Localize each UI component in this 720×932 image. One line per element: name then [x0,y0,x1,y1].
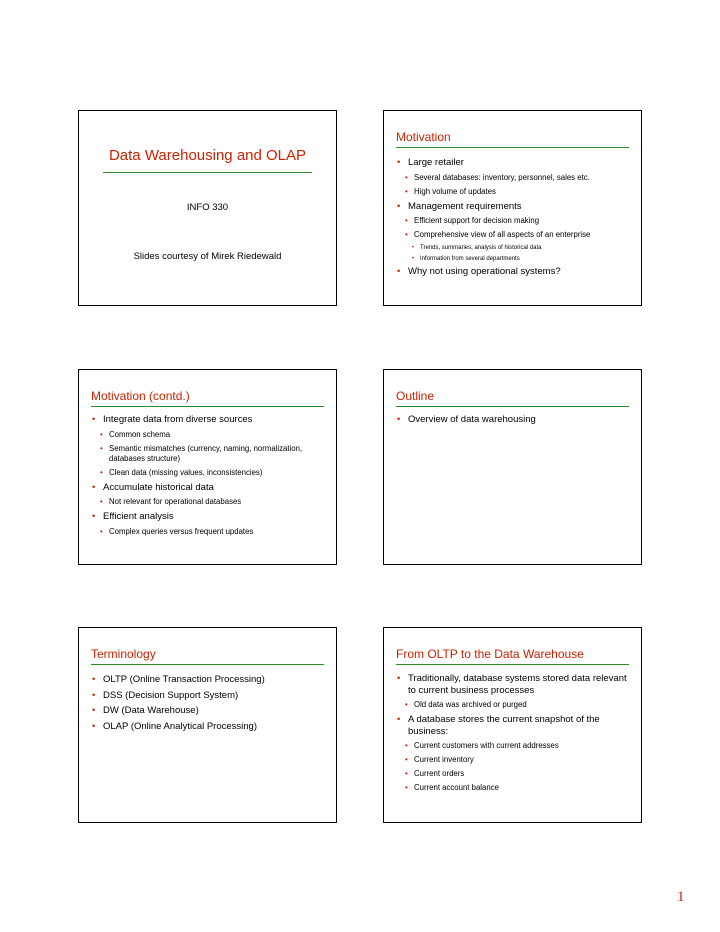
bullet-list [394,157,633,282]
bullet-item [394,783,633,793]
bullet-item [394,714,633,737]
bullet-item [394,201,633,213]
bullet-dot-icon: • [92,481,96,493]
bullet-text: Large retailer [408,157,464,168]
bullet-text: Semantic mismatches (currency, naming, normalization, databases structure) [109,443,303,463]
slide-title: Outline [396,388,629,407]
bullet-list [89,674,328,736]
bullet-item [394,755,633,765]
bullet-text: Current customers with current addresses [414,741,559,750]
bullet-dot-icon: • [100,467,103,477]
bullet-item [394,673,633,696]
bullet-text: Current account balance [414,783,499,792]
bullet-text: High volume of updates [414,186,496,196]
bullet-item [394,187,633,197]
bullet-item [89,430,328,440]
bullet-dot-icon: • [405,755,408,764]
slide-2 [383,110,642,306]
bullet-dot-icon: • [92,414,96,425]
bullet-item [394,769,633,779]
bullet-text: A database stores the current snapshot of the business: [408,714,600,737]
bullet-dot-icon: • [405,216,408,225]
bullet-text: Several databases: inventory, personnel, sales etc. [414,172,590,182]
bullet-text: Accumulate historical data [103,481,214,493]
bullet-text: Efficient support for decision making [414,216,540,225]
bullet-text: Information from several departments [420,256,520,262]
bullet-text: Traditionally, database systems stored data relevant to current business processes [408,673,627,696]
bullet-text: Overview of data warehousing [408,414,536,425]
bullet-item [89,690,328,702]
bullet-text: Why not using operational systems? [408,266,561,277]
bullet-dot-icon: • [397,157,401,168]
bullet-text: Complex queries versus frequent updates [109,526,254,536]
bullet-item [89,497,328,507]
bullet-item [89,444,328,464]
bullet-text: Common schema [109,429,171,439]
bullet-dot-icon: • [100,443,103,453]
bullet-dot-icon: • [405,783,408,792]
slide-1-title [78,110,337,306]
bullet-list [394,673,633,797]
bullet-item [394,700,633,710]
bullet-text: Clean data (missing values, inconsistencies) [109,467,263,477]
bullet-item [394,255,633,263]
slide-4 [383,369,642,565]
bullet-item [89,527,328,537]
slide-title: Motivation [396,129,629,148]
bullet-text: Comprehensive view of all aspects of an enterprise [414,230,591,239]
slide-credit: Slides courtesy of Mirek Riedewald [133,251,282,262]
bullet-item [394,157,633,169]
slide-title: Terminology [91,646,324,665]
bullet-text: Not relevant for operational databases [109,497,242,506]
slide-3 [78,369,337,565]
bullet-dot-icon: • [397,714,401,725]
bullet-item [394,173,633,183]
bullet-text: Integrate data from diverse sources [103,414,253,425]
bullet-item [394,741,633,751]
bullet-dot-icon: • [92,720,96,732]
bullet-item [89,482,328,494]
bullet-dot-icon: • [92,511,96,522]
deck-title: Data Warehousing and OLAP [108,147,307,164]
bullet-text: DSS (Decision Support System) [103,689,239,701]
bullet-dot-icon: • [100,429,103,439]
bullet-dot-icon: • [397,200,401,212]
slide-title: Motivation (contd.) [91,388,324,407]
bullet-dot-icon: • [405,769,408,778]
bullet-dot-icon: • [405,741,408,750]
bullet-dot-icon: • [100,497,103,506]
bullet-list [394,414,633,430]
bullet-item [394,414,633,426]
bullet-item [89,674,328,686]
bullet-dot-icon: • [405,172,408,182]
bullet-dot-icon: • [397,266,401,277]
bullet-dot-icon: • [397,673,401,684]
bullet-text: Efficient analysis [103,511,174,522]
bullet-item [89,468,328,478]
bullet-list [89,414,328,541]
slide-6 [383,627,642,823]
bullet-dot-icon: • [405,230,408,239]
bullet-dot-icon: • [92,705,96,716]
course-code: INFO 330 [186,202,229,213]
bullet-text: Current orders [414,769,465,778]
bullet-item [394,216,633,226]
bullet-item [394,244,633,252]
bullet-dot-icon: • [397,414,401,425]
page-number: 1 [677,889,685,905]
bullet-text: Trends, summaries, analysis of historical data [420,245,542,251]
bullet-dot-icon: • [412,245,415,251]
bullet-item [89,414,328,426]
slide-title: From OLTP to the Data Warehouse [396,646,629,665]
bullet-text: OLTP (Online Transaction Processing) [103,674,265,685]
bullet-dot-icon: • [405,186,408,196]
slide-5 [78,627,337,823]
bullet-dot-icon: • [100,526,103,536]
bullet-item [89,721,328,733]
bullet-text: OLAP (Online Analytical Processing) [103,720,258,732]
bullet-item [394,266,633,278]
bullet-dot-icon: • [405,700,408,709]
bullet-dot-icon: • [92,674,96,685]
bullet-item [89,705,328,717]
bullet-dot-icon: • [412,256,415,262]
title-rule [103,172,312,173]
bullet-dot-icon: • [92,689,96,701]
bullet-item [89,511,328,523]
bullet-text: Management requirements [408,200,522,212]
bullet-text: Old data was archived or purged [414,700,527,709]
bullet-text: Current inventory [414,755,474,764]
bullet-text: DW (Data Warehouse) [103,705,199,716]
bullet-item [394,230,633,240]
